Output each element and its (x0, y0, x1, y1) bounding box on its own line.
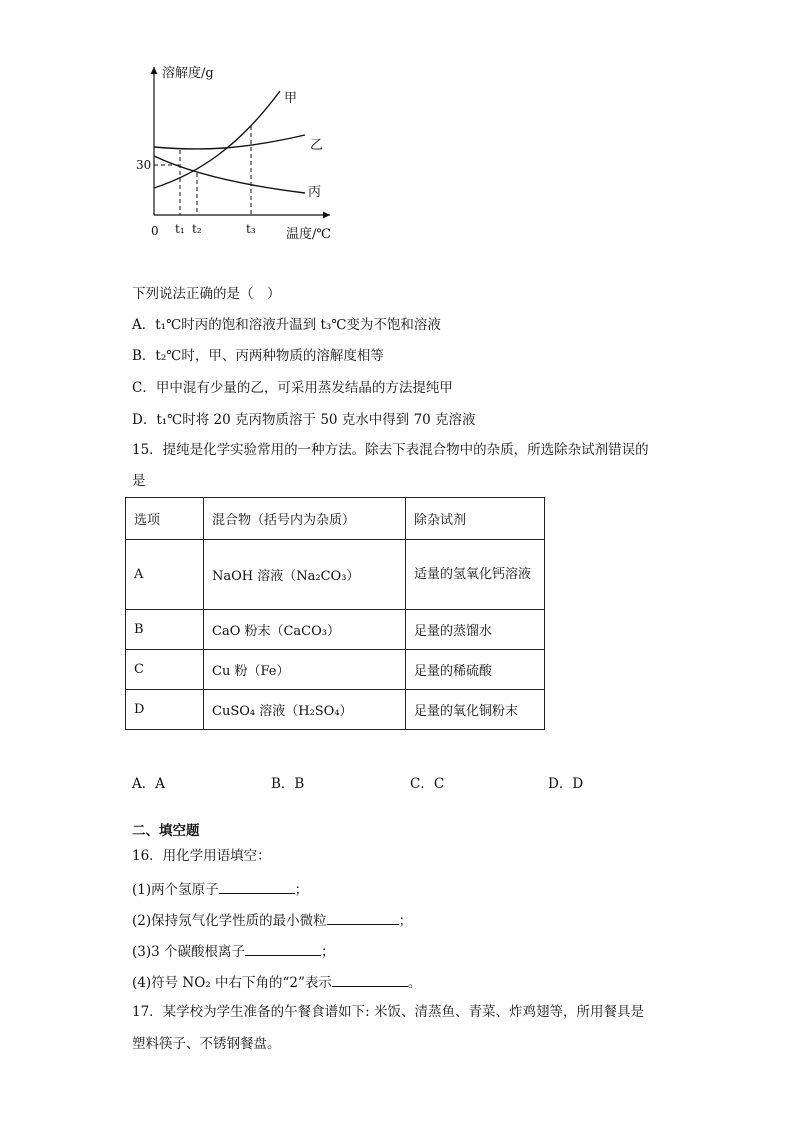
table-cell: B (126, 610, 204, 650)
table-cell: 足量的氧化铜粉末 (406, 690, 545, 730)
q16-item-4-end: 。 (407, 975, 422, 991)
q15-option-d: D．D (548, 776, 584, 792)
chart-xlabel: 温度/℃ (286, 227, 331, 242)
answer-blank-1[interactable] (219, 879, 295, 894)
q14-option-b: B．t₂℃时，甲、丙两种物质的溶解度相等 (132, 348, 384, 364)
curve-label-jia: 甲 (284, 91, 298, 106)
q16-stem: 16．用化学用语填空： (132, 848, 271, 864)
q16-item-1 (132, 879, 308, 899)
chart-xtick-t1: t₁ (175, 222, 185, 236)
q15-stem-line1: 15．提纯是化学实验常用的一种方法。除去下表混合物中的杂质，所选除杂试剂错误的 (132, 442, 649, 458)
chart-xtick-t2: t₂ (192, 222, 202, 236)
answer-blank-2[interactable] (327, 910, 399, 925)
q15-stem-line2: 是 (132, 473, 146, 489)
q16-item-3 (132, 941, 335, 961)
q16-item-1-text: (1)两个氢原子 (132, 882, 219, 898)
chart-xtick-t3: t₃ (246, 222, 256, 236)
curve-label-bing: 丙 (308, 185, 322, 200)
answer-blank-4[interactable] (332, 972, 408, 987)
table-cell: CuSO₄ 溶液（H₂SO₄） (204, 690, 406, 730)
q16-item-2-end: ； (398, 913, 413, 929)
q16-item-4-text: (4)符号 NO₂ 中右下角的“2”表示 (132, 975, 332, 991)
table-cell: CaO 粉末（CaCO₃） (204, 610, 406, 650)
answer-blank-3[interactable] (245, 941, 321, 956)
q14-option-c: C．甲中混有少量的乙，可采用蒸发结晶的方法提纯甲 (132, 380, 453, 396)
table-header-cell: 选项 (126, 498, 204, 540)
chart-ylabel: 溶解度/g (162, 66, 214, 81)
chart-svg (120, 55, 350, 250)
q16-item-2-text: (2)保持氖气化学性质的最小微粒 (132, 913, 327, 929)
table-cell: C (126, 650, 204, 690)
q15-option-b: B．B (271, 776, 305, 792)
section-title: 二、填空题 (132, 823, 200, 839)
table-cell: 适量的氢氧化钙溶液 (406, 540, 545, 610)
table-row (126, 610, 545, 650)
curve-jia (154, 91, 280, 188)
chart-origin: 0 (151, 224, 159, 238)
q17-line2: 塑料筷子、不锈钢餐盘。 (132, 1036, 281, 1052)
table-header-cell: 除杂试剂 (406, 498, 545, 540)
table-cell: Cu 粉（Fe） (204, 650, 406, 690)
q15-option-c: C．C (410, 776, 445, 792)
table-cell: NaOH 溶液（Na₂CO₃） (204, 540, 406, 610)
q15-table (125, 497, 545, 730)
table-row (126, 540, 545, 610)
q16-item-4 (132, 972, 421, 992)
curve-yi (154, 135, 305, 149)
table-cell: 足量的蒸馏水 (406, 610, 545, 650)
q14-stem: 下列说法正确的是（ ） (132, 286, 281, 302)
table-row (126, 690, 545, 730)
q15-option-a: A．A (132, 776, 165, 792)
table-header-row (126, 498, 545, 540)
table-cell: A (126, 540, 204, 610)
curve-bing (154, 156, 305, 193)
curve-label-yi: 乙 (310, 138, 324, 153)
table-cell: D (126, 690, 204, 730)
table-row (126, 650, 545, 690)
q16-item-2 (132, 910, 412, 930)
q16-item-3-end: ； (321, 944, 335, 960)
q14-option-a: A．t₁℃时丙的饱和溶液升温到 t₃℃变为不饱和溶液 (132, 317, 441, 333)
table-cell: 足量的稀硫酸 (406, 650, 545, 690)
q17-line1: 17．某学校为学生准备的午餐食谱如下: 米饭、清蒸鱼、青菜、炸鸡翅等，所用餐具是 (132, 1004, 645, 1020)
table-header-cell: 混合物（括号内为杂质） (204, 498, 406, 540)
q14-option-d: D．t₁℃时将 20 克丙物质溶于 50 克水中得到 70 克溶液 (132, 412, 476, 428)
solubility-chart (120, 55, 350, 254)
chart-ytick-30: 30 (136, 158, 152, 172)
q16-item-3-text: (3)3 个碳酸根离子 (132, 944, 246, 960)
q16-item-1-end: ； (294, 882, 309, 898)
